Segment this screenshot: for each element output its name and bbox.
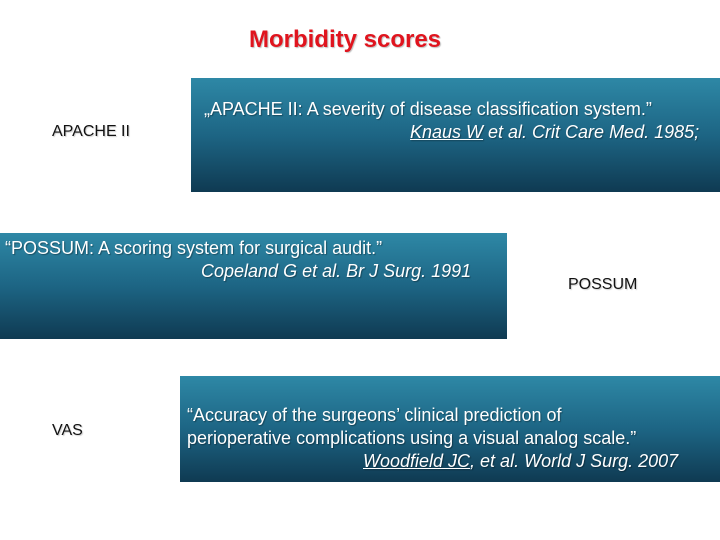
slide-title: Morbidity scores xyxy=(248,26,442,53)
possum-citation: Copeland G et al. Br J Surg. 1991 xyxy=(201,261,472,281)
apache-quote: „APACHE II: A severity of disease classification system.” xyxy=(204,99,652,119)
vas-quote-line-2: perioperative complications using a visual analog scale.” xyxy=(187,428,637,448)
label-vas: VAS xyxy=(52,422,83,439)
apache-citation xyxy=(204,121,720,144)
apache-author: Knaus W xyxy=(410,122,484,142)
vas-citation-rest: , et al. World J Surg. 2007 xyxy=(470,451,679,471)
vas-author: Woodfield JC xyxy=(363,451,471,471)
apache-reference-box xyxy=(191,78,720,192)
label-apache-ii: APACHE II xyxy=(52,123,130,140)
vas-quote-line-1: “Accuracy of the surgeons’ clinical prediction of xyxy=(187,405,562,425)
label-possum: POSSUM xyxy=(568,276,638,293)
possum-reference-box xyxy=(0,233,507,339)
possum-quote: “POSSUM: A scoring system for surgical audit.” xyxy=(5,238,383,258)
apache-citation-rest: et al. Crit Care Med. 1985; xyxy=(483,122,700,142)
vas-reference-box xyxy=(180,376,720,482)
vas-citation xyxy=(187,450,720,473)
